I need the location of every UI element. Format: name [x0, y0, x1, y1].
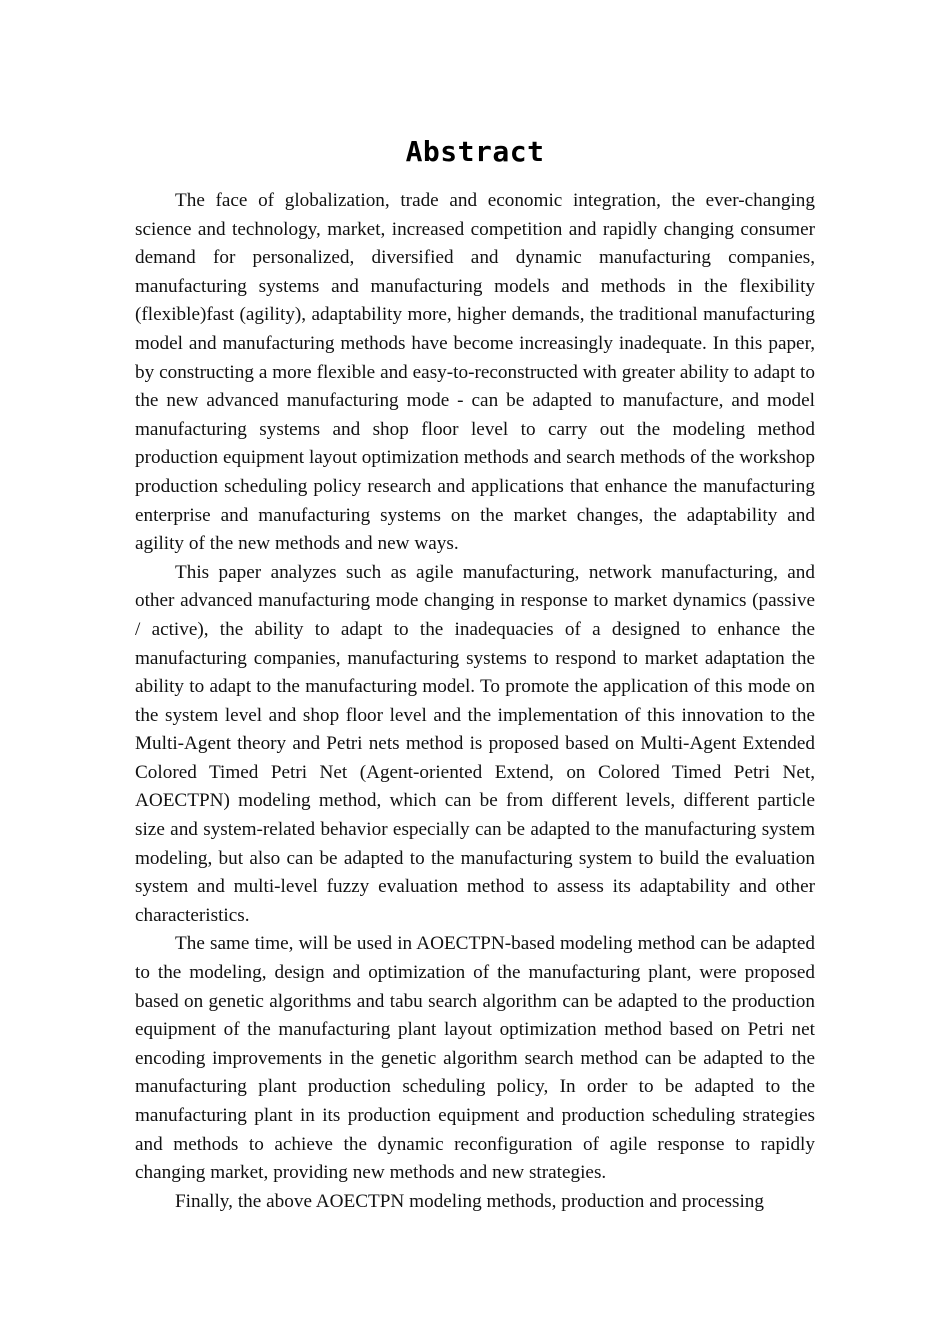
page-text-column [135, 0, 815, 1216]
paragraph: This paper analyzes such as agile manufacturing, network manufacturing, and other advanced manufacturing mode changing in response to market dynamics (passive / active), the ability to adapt to the inadequacies of a designed to enhance the manufacturing companies, manufacturing systems to respond to market adaptation the ability to adapt to the manufacturing model. To promote the application of this mode on the system level and shop floor level and the implementation of this innovation to the Multi-Agent theory and Petri nets method is proposed based on Multi-Agent Extended Colored Timed Petri Net (Agent-oriented Extend, on Colored Timed Petri Net, AOECTPN) modeling method, which can be from different levels, different particle size and system-related behavior especially can be adapted to the manufacturing system modeling, but also can be adapted to the manufacturing system to build the evaluation system and multi-level fuzzy evaluation method to assess its adaptability and other characteristics. [135, 561, 815, 926]
paragraph: The same time, will be used in AOECTPN-based modeling method can be adapted to the modeling, design and optimization of the manufacturing plant, were proposed based on genetic algorithms and tabu search algorithm can be adapted to the production equipment of the manufacturing plant layout optimization method based on Petri net encoding improvements in the genetic algorithm search method can be adapted to the manufacturing plant production scheduling policy, In order to be adapted to the manufacturing plant in its production equipment and production scheduling strategies and methods to achieve the dynamic reconfiguration of agile response to rapidly changing market, providing new methods and new strategies. [135, 933, 815, 1184]
paragraph: The face of globalization, trade and economic integration, the ever-changing science and technology, market, increased competition and rapidly changing consumer demand for personalized, diversified and dynamic manufacturing companies, manufacturing systems and manufacturing models and methods in the flexibility (flexible)fast (agility), adaptability more, higher demands, the traditional manufacturing model and manufacturing methods have become increasingly inadequate. In this paper, by constructing a more flexible and easy-to-reconstructed with greater ability to adapt to the new advanced manufacturing mode - can be adapted to manufacture, and model manufacturing systems and shop floor level to carry out the modeling method production equipment layout optimization methods and search methods of the workshop production scheduling policy research and applications that enhance the manufacturing enterprise and manufacturing systems on the market changes, the adaptability and agility of the new methods and new ways. [135, 190, 815, 555]
page-title: Abstract [405, 135, 545, 168]
paragraph: Finally, the above AOECTPN modeling methods, production and processing [175, 1190, 764, 1212]
abstract-body [135, 187, 815, 1216]
